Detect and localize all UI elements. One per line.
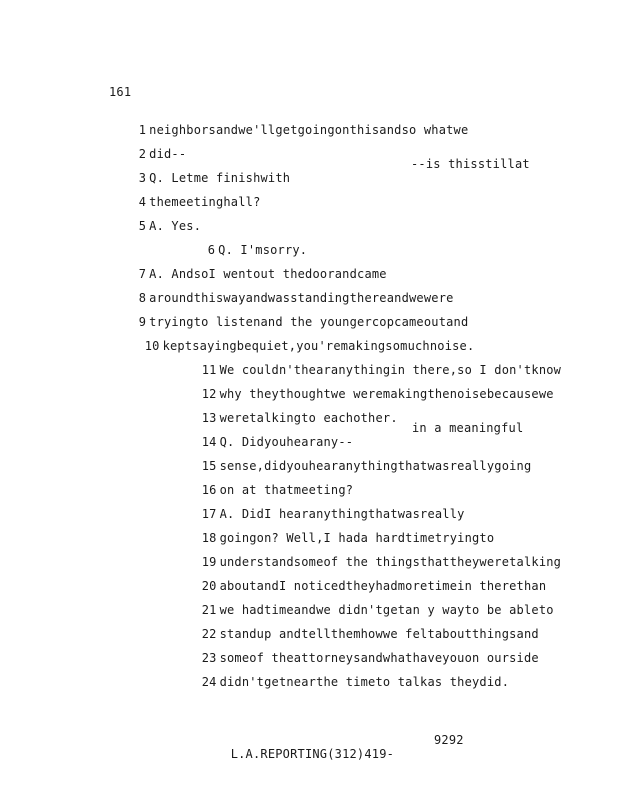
line-text-continued: in a meaningful [412, 421, 524, 435]
footer-reporter: L.A.REPORTING [230, 747, 328, 761]
line-number: 9 [138, 315, 147, 329]
line-number: 17 [201, 507, 217, 521]
line-number: 16 [201, 483, 217, 497]
transcript-line [172, 661, 509, 703]
line-number: 12 [201, 387, 217, 401]
line-text: A. AndsoI wentout thedoorandcame [149, 267, 387, 281]
page-number: 161 [109, 85, 132, 99]
line-number: 20 [201, 579, 217, 593]
line-number: 19 [201, 555, 217, 569]
line-text: why theythoughtwe weremakingthenoisebecausewe [219, 387, 554, 401]
line-number: 4 [138, 195, 147, 209]
line-text: A. Yes. [149, 219, 202, 233]
line-number: 3 [138, 171, 147, 185]
line-text: weretalkingto eachother. [219, 411, 398, 425]
line-text: standup andtellthemhowwe feltaboutthingsand [219, 627, 539, 641]
line-number: 1 [138, 123, 147, 137]
line-text: someof theattorneysandwhathaveyouon ourside [219, 651, 539, 665]
line-text: themeetinghall? [149, 195, 261, 209]
line-number: 13 [201, 411, 217, 425]
line-text: did-- [149, 147, 187, 161]
line-text: tryingto listenand the youngercopcameoutand [149, 315, 469, 329]
footer-phone-area: (312)419- [327, 747, 395, 761]
line-text: Q. I'msorry. [218, 243, 308, 257]
line-number: 21 [201, 603, 217, 617]
line-text-continued: --is thisstillat [411, 157, 530, 171]
line-text: A. DidI hearanythingthatwasreally [219, 507, 465, 521]
line-number: 22 [201, 627, 217, 641]
line-number: 18 [201, 531, 217, 545]
footer-phone-number: 9292 [434, 733, 464, 747]
line-number: 2 [138, 147, 147, 161]
line-number: 8 [138, 291, 147, 305]
line-number: 6 [207, 243, 216, 257]
line-text: keptsayingbequiet,you'remakingsomuchnoise. [162, 339, 475, 353]
line-number: 7 [138, 267, 147, 281]
line-text: understandsomeof the thingsthattheyweretalking [219, 555, 562, 569]
line-number: 14 [201, 435, 217, 449]
line-text: didn'tgetnearthe timeto talkas theydid. [219, 675, 510, 689]
footer [201, 733, 394, 775]
line-text: sense,didyouhearanythingthatwasreallygoing [219, 459, 532, 473]
line-number: 11 [201, 363, 217, 377]
line-text: Q. Didyouhearany-- [219, 435, 354, 449]
line-number: 5 [138, 219, 147, 233]
line-text: goingon? Well,I hada hardtimetryingto [219, 531, 495, 545]
line-text: neighborsandwe'llgetgoingonthisandso whatwe [149, 123, 469, 137]
line-text: Q. Letme finishwith [149, 171, 291, 185]
line-number: 15 [201, 459, 217, 473]
line-number: 10 [144, 339, 160, 353]
line-text: aroundthiswayandwasstandingthereandwewere [149, 291, 454, 305]
line-text: We couldn'thearanythingin there,so I don'tknow [219, 363, 562, 377]
line-number: 24 [201, 675, 217, 689]
line-text: we hadtimeandwe didn'tgetan y wayto be ableto [219, 603, 554, 617]
line-number: 23 [201, 651, 217, 665]
line-text: aboutandI noticedtheyhadmoretimein therethan [219, 579, 547, 593]
line-text: on at thatmeeting? [219, 483, 354, 497]
